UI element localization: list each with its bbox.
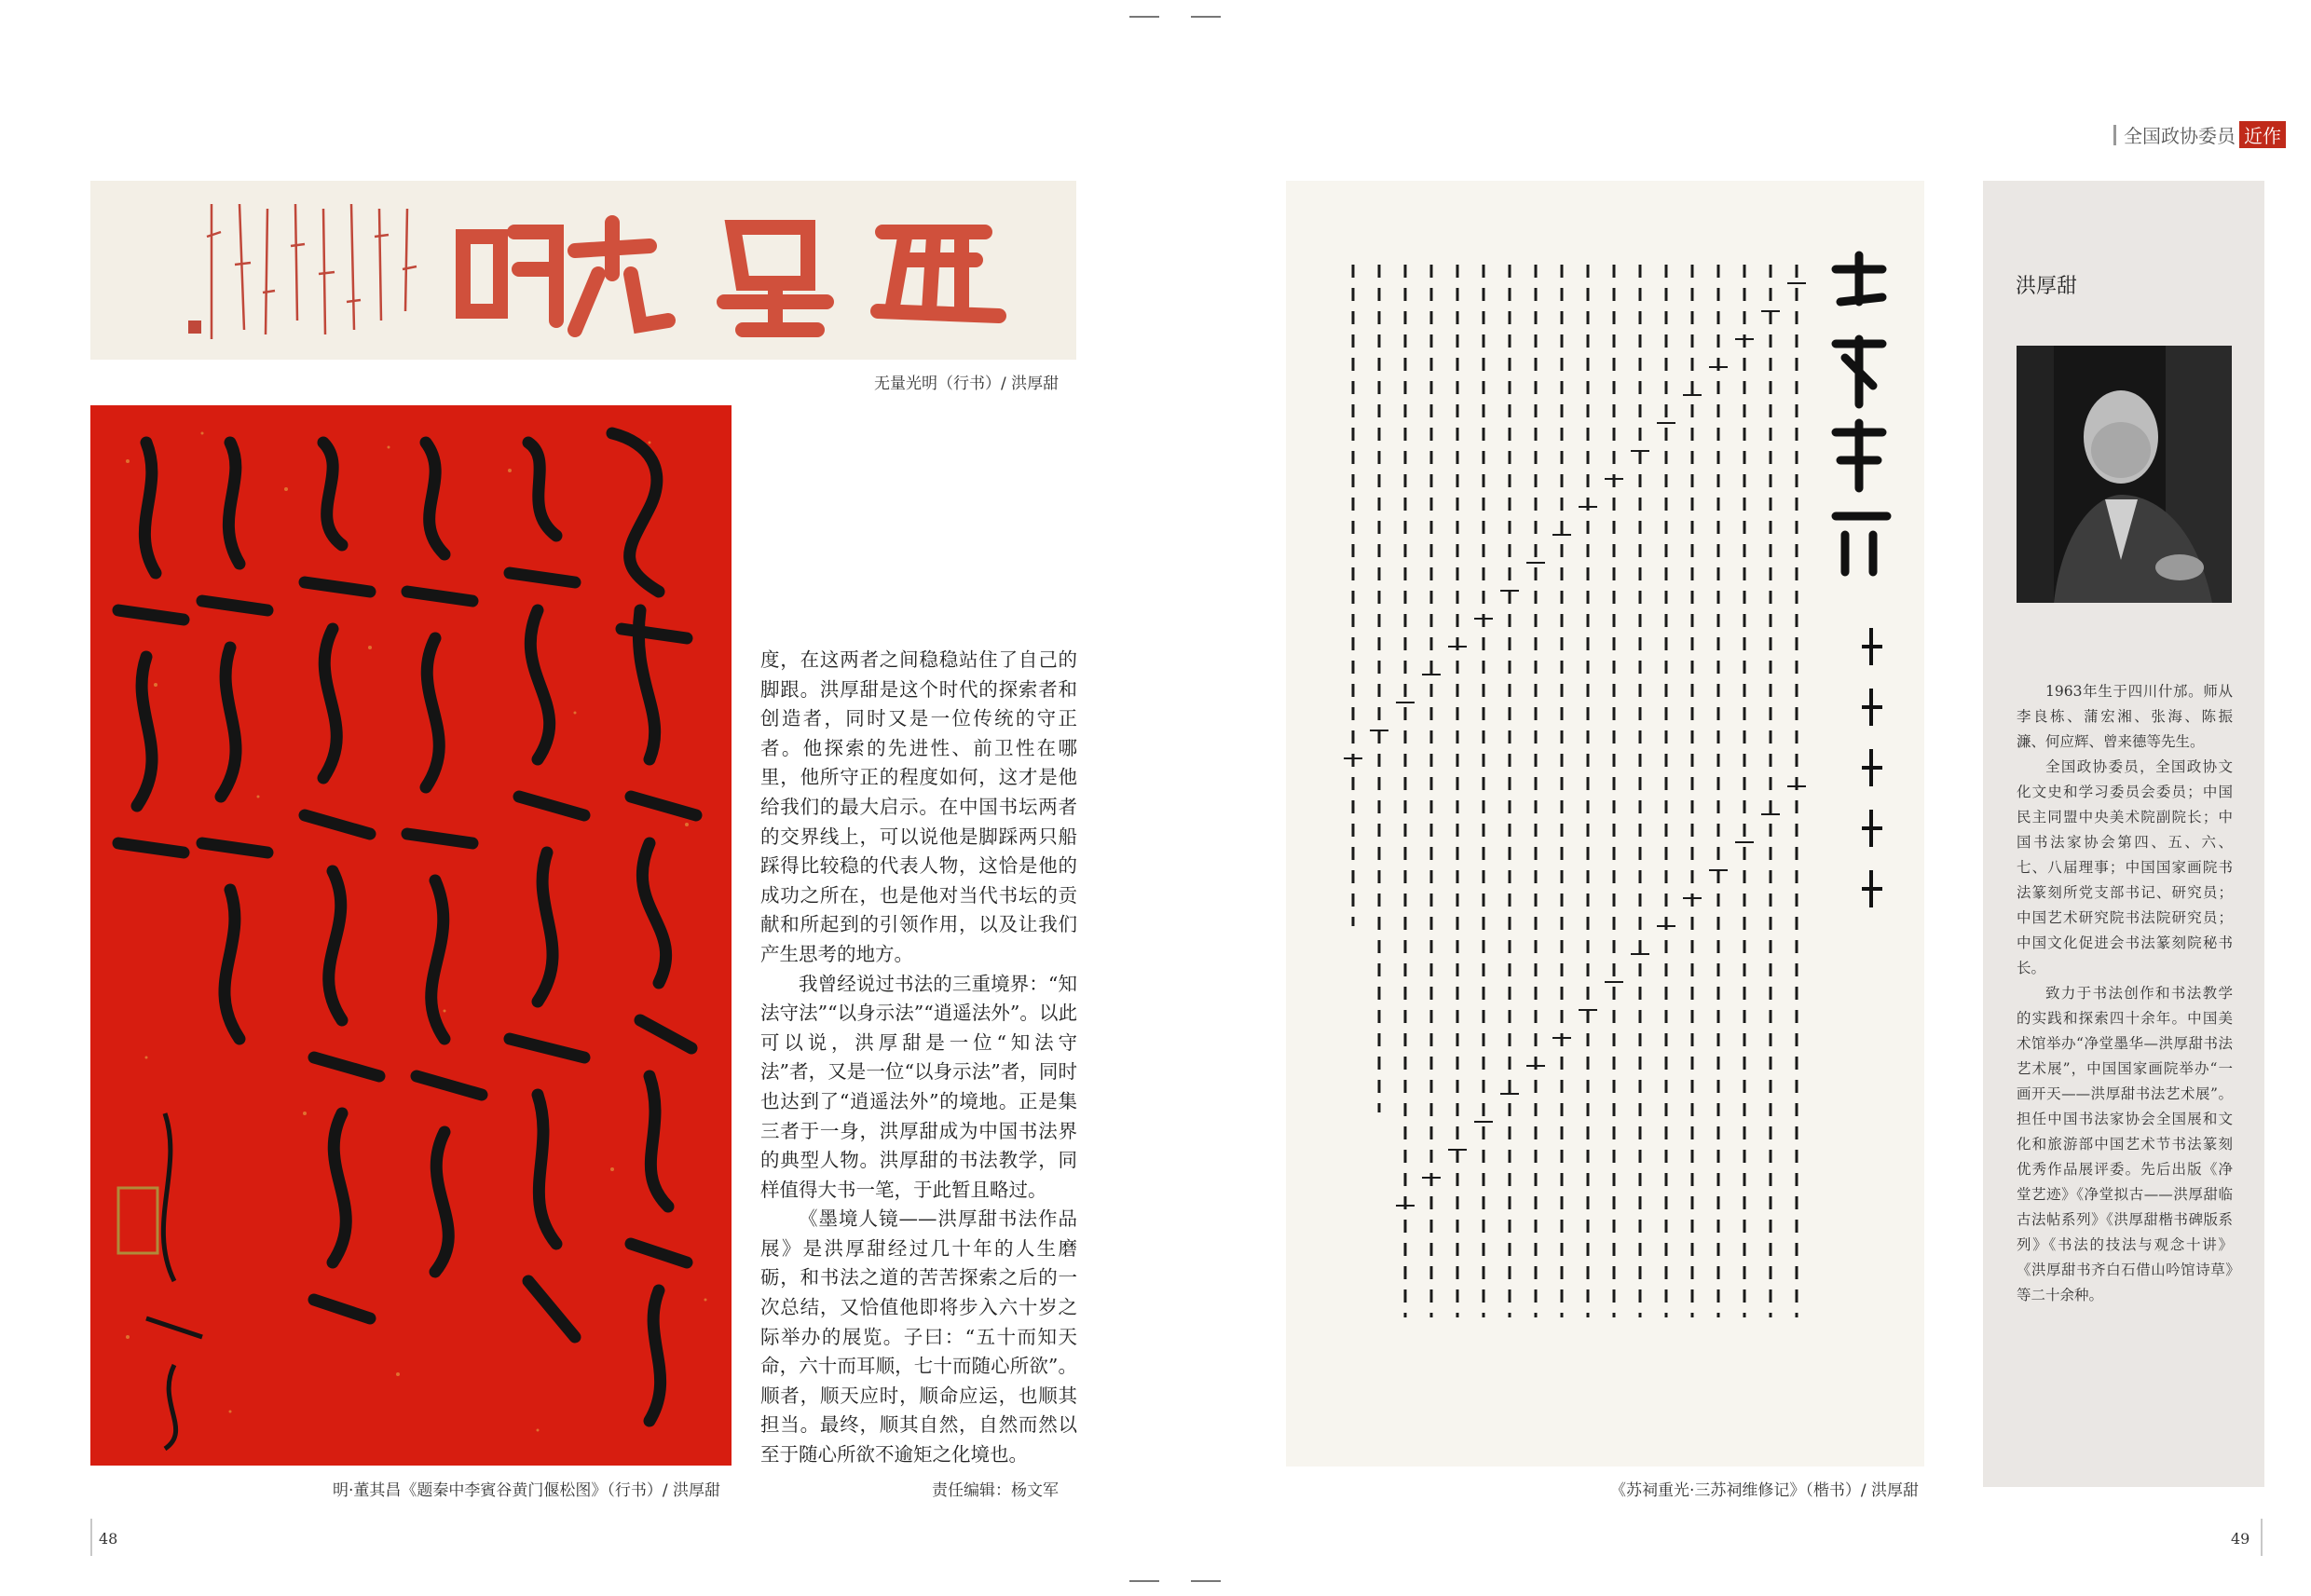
page-number-rule xyxy=(90,1519,92,1556)
header-tag: 近作 xyxy=(2239,121,2286,148)
bio-paragraph: 致力于书法创作和书法教学的实践和探索四十余年。中国美术馆举办“净堂墨华—洪厚甜书法艺术展”，中国国家画院举办“一画开天——洪厚甜书法艺术展”。担任中国书法家协会全国展和文化和旅游部中国艺术节书法篆刻优秀作品展评委。先后出版《净堂艺迹》《净堂拟古——洪厚甜临古法帖系列》《洪厚甜楷书碑版系列》《书法的技法与观念十讲》《洪厚甜书齐白石借山吟馆诗草》等二十余种。 xyxy=(2017,985,2233,1303)
article-paragraph: 度，在这两者之间稳稳站住了自己的脚跟。洪厚甜是这个时代的探索者和创造者，同时又是一位传统的守正者。他探索的先进性、前卫性在哪里，他所守正的程度如何，这才是他给我们的最大启示。在中国书坛两者的交界线上，可以说他是脚踩两只船踩得比较稳的代表人物，这恰是他的成功之所在，也是他对当代书坛的贡献和所起到的引领作用，以及让我们产生思考的地方。 xyxy=(760,648,1077,965)
caption-artwork-left: 明·董其昌《题秦中李賓谷黄门偃松图》（行书）/ 洪厚甜 xyxy=(333,1481,721,1500)
profile-name: 洪厚甜 xyxy=(2016,275,2078,298)
caption-artwork-right: 《苏祠重光·三苏祠维修记》（楷书）/ 洪厚甜 xyxy=(1610,1481,1920,1500)
page-number-rule xyxy=(2261,1519,2263,1556)
article-paragraph: 《墨境人镜——洪厚甜书法作品展》是洪厚甜经过几十年的人生磨砺，和书法之道的苦苦探索之后的一次总结，又恰值他即将步入六十岁之际举办的展览。子曰：“五十而知天命，六十而耳顺，七十而随心所欲”。顺者，顺天应时，顺命应运，也顺其担当。最终，顺其自然，自然而然以至于随心所欲不逾矩之化境也。 xyxy=(760,1207,1077,1466)
crop-mark xyxy=(1129,1580,1159,1582)
calligraphy-strokes xyxy=(90,405,732,1466)
artwork-regular-script xyxy=(1286,181,1924,1466)
header-label: 全国政协委员 xyxy=(2124,125,2236,147)
article-paragraph: 我曾经说过书法的三重境界：“知法守法”“以身示法”“逍遥法外”。以此可以说，洪厚甜是一位“知法守法”者，又是一位“以身示法”者，同时也达到了“逍遥法外”的境地。正是集三者于一身，洪厚甜成为中国书法界的典型人物。洪厚甜的书法教学，同样值得大书一笔，于此暂且略过。 xyxy=(760,972,1077,1201)
crop-mark xyxy=(1129,16,1159,18)
profile-bio xyxy=(2017,679,2233,1308)
crop-mark xyxy=(1191,16,1221,18)
article-body xyxy=(760,646,1077,1470)
page-number-right: 49 xyxy=(2231,1530,2250,1548)
profile-panel xyxy=(1983,181,2264,1487)
caption-artwork-top: 无量光明（行书）/ 洪厚甜 xyxy=(874,375,1060,393)
calligraphy-strokes xyxy=(90,181,1076,360)
running-header xyxy=(2113,121,2286,148)
artwork-red-calligraphy xyxy=(90,405,732,1466)
bio-paragraph: 全国政协委员，全国政协文化文史和学习委员会委员；中国民主同盟中央美术院副院长；中国书法家协会第四、五、六、七、八届理事；中国国家画院书法篆刻所党支部书记、研究员；中国艺术研究院书法院研究员；中国文化促进会书法篆刻院秘书长。 xyxy=(2017,758,2233,976)
calligraphy-strokes xyxy=(1286,181,1924,1466)
bio-paragraph: 1963年生于四川什邡。师从李良栋、蒲宏湘、张海、陈振濂、何应辉、曾来德等先生。 xyxy=(2017,683,2233,750)
page-number-left: 48 xyxy=(99,1530,118,1548)
editor-credit: 责任编辑：杨文军 xyxy=(932,1481,1059,1500)
portrait-photo xyxy=(2017,346,2232,603)
artwork-horizontal-calligraphy xyxy=(90,181,1076,360)
header-bar xyxy=(2113,125,2116,145)
crop-mark xyxy=(1191,1580,1221,1582)
